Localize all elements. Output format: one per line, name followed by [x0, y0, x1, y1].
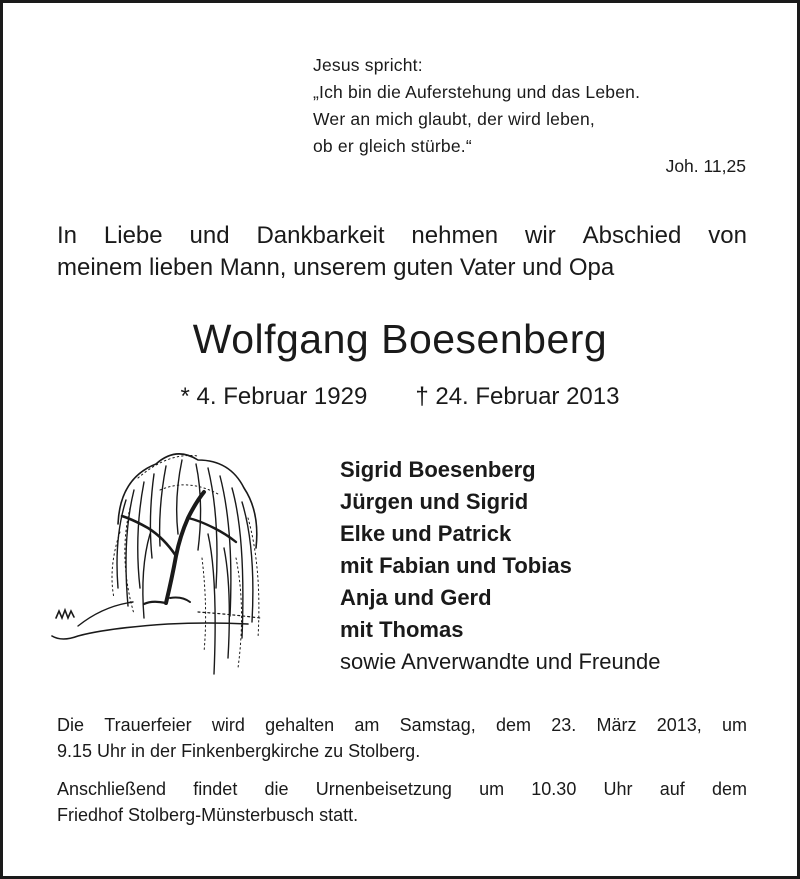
burial-line-1 [57, 776, 747, 802]
mourner-line: Anja und Gerd [340, 585, 492, 610]
life-dates [0, 383, 800, 411]
word: gehalten [265, 715, 335, 735]
word: 23. [551, 715, 577, 735]
word: In [57, 222, 78, 249]
funeral-info [57, 712, 747, 764]
intro-text [57, 220, 747, 284]
word: Abschied [582, 222, 682, 249]
mourner-line: mit Fabian und Tobias [340, 553, 572, 578]
verse-reference: Joh. 11,25 [665, 156, 746, 176]
verse-line: Jesus spricht: [313, 55, 423, 75]
word: März [596, 715, 637, 735]
burial-line-2: Friedhof Stolberg-Münsterbusch statt. [57, 805, 359, 825]
word: Samstag, [399, 715, 476, 735]
intro-line-2: meinem lieben Mann, unserem guten Vater und Opa [57, 254, 615, 281]
word: auf [659, 779, 685, 799]
verse-line: Wer an mich glaubt, der wird leben, [313, 109, 595, 129]
verse-line: „Ich bin die Auferstehung und das Leben. [313, 82, 641, 102]
word: von [708, 222, 747, 249]
mourners-list [340, 454, 660, 678]
mourner-closing: sowie Anverwandte und Freunde [340, 649, 661, 674]
weeping-willow-drawing [48, 438, 273, 683]
word: Dankbarkeit [256, 222, 385, 249]
word: Anschließend [57, 779, 167, 799]
word: um [479, 779, 505, 799]
word: dem [711, 779, 747, 799]
deceased-name: Wolfgang Boesenberg [192, 316, 608, 362]
mourner-line: Sigrid Boesenberg [340, 457, 536, 482]
word: am [354, 715, 380, 735]
word: findet [193, 779, 238, 799]
funeral-line-1 [57, 712, 747, 738]
mourner-line: Jürgen und Sigrid [340, 489, 529, 514]
word: Urnenbeisetzung [315, 779, 452, 799]
word: die [264, 779, 289, 799]
burial-info [57, 776, 747, 828]
birth-date: * 4. Februar 1929 [180, 383, 368, 410]
word: und [189, 222, 230, 249]
word: um [721, 715, 747, 735]
mourner-line: mit Thomas [340, 617, 464, 642]
word: Liebe [103, 222, 163, 249]
verse-line: ob er gleich stürbe.“ [313, 136, 472, 156]
mourner-line: Elke und Patrick [340, 521, 512, 546]
death-date: † 24. Februar 2013 [415, 383, 620, 410]
funeral-line-2: 9.15 Uhr in der Finkenbergkirche zu Stolberg. [57, 741, 421, 761]
intro-line-1 [57, 220, 747, 252]
word: wir [525, 222, 556, 249]
word: Uhr [603, 779, 633, 799]
word: wird [211, 715, 245, 735]
word: 10.30 [531, 779, 577, 799]
word: Trauerfeier [104, 715, 192, 735]
word: nehmen [411, 222, 499, 249]
word: Die [57, 715, 85, 735]
word: 2013, [656, 715, 702, 735]
word: dem [495, 715, 531, 735]
bible-verse [313, 52, 753, 160]
